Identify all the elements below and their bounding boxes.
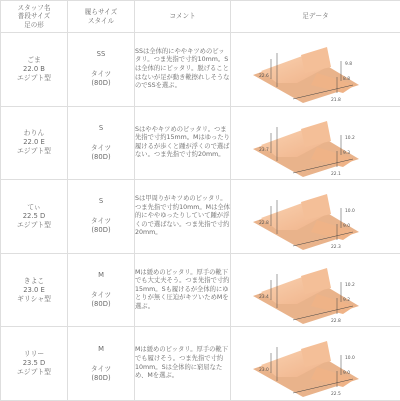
- style-label: タイツ (80D): [68, 70, 134, 88]
- staff-name: リリー: [1, 350, 67, 359]
- staff-foot-shape: ギリシャ型: [1, 295, 67, 304]
- table-row: [1, 106, 400, 180]
- chosen-size: M: [68, 345, 134, 354]
- length-label: 22.8: [331, 318, 341, 324]
- foot-diagram: [231, 327, 400, 400]
- staff-name: わりん: [1, 129, 67, 138]
- chosen-size: S: [68, 197, 134, 206]
- staff-cell: [1, 106, 68, 180]
- header-comment: コメント: [135, 1, 231, 33]
- header-foot-data: 足データ: [231, 1, 400, 33]
- comment-cell: [135, 180, 231, 254]
- table-row: [1, 33, 400, 107]
- staff-cell: [1, 327, 68, 401]
- foot-diagram: [231, 33, 400, 106]
- instep-label: 10.2: [345, 282, 355, 288]
- staff-foot-shape: エジプト型: [1, 74, 67, 83]
- staff-name: てぃ: [1, 203, 67, 212]
- ball-girth-label: 23.7: [259, 147, 269, 153]
- comment-text: Mは緩めのピッタリ。厚手の靴下でも履けそう。つま先指で寸約10mm。Sは全体的に窮屈なため、Mを選ぶ。: [135, 346, 230, 380]
- staff-name: きよこ: [1, 277, 67, 286]
- header-staff: スタッフ名 普段サイズ 足の形: [1, 1, 68, 33]
- width-label: 9.0: [343, 223, 350, 229]
- comment-text: Sはややキツめのピッタリ。つま先指で寸約15mm。Mはゆったり履けるが歩くと踵が浮くので選ばない。つま先指で寸約20mm。: [135, 126, 230, 160]
- width-label: 8.8: [343, 76, 350, 82]
- foot-data-cell: [231, 253, 400, 327]
- comment-cell: [135, 327, 231, 401]
- size-cell: [68, 106, 135, 180]
- ball-girth-label: 23.0: [259, 367, 269, 373]
- staff-cell: [1, 180, 68, 254]
- staff-cell: [1, 253, 68, 327]
- instep-label: 10.2: [345, 135, 355, 141]
- ball-girth-label: 22.8: [259, 220, 269, 226]
- size-cell: [68, 327, 135, 401]
- staff-foot-shape: エジプト型: [1, 147, 67, 156]
- instep-label: 10.0: [345, 355, 355, 361]
- staff-usual-size: 23.0 E: [1, 286, 67, 295]
- width-label: 9.3: [343, 150, 350, 156]
- size-cell: [68, 180, 135, 254]
- foot-diagram: [231, 180, 400, 253]
- staff-usual-size: 22.5 D: [1, 212, 67, 221]
- table-row: [1, 253, 400, 327]
- size-cell: [68, 253, 135, 327]
- length-label: 21.8: [331, 97, 341, 103]
- comment-text: Mは緩めのピッタリ。厚手の靴下でも大丈夫そう。つま先指で寸約15mm。Sも履けるが全体的にゆとりが無く圧迫がキツいためMを選ぶ。: [135, 269, 230, 312]
- table-row: [1, 180, 400, 254]
- foot-data-cell: [231, 106, 400, 180]
- style-label: タイツ (80D): [68, 217, 134, 235]
- comment-cell: [135, 253, 231, 327]
- style-label: タイツ (80D): [68, 291, 134, 309]
- table-header-row: [1, 1, 400, 33]
- style-label: タイツ (80D): [68, 144, 134, 162]
- size-cell: [68, 33, 135, 107]
- staff-foot-shape: エジプト型: [1, 221, 67, 230]
- comment-text: SSは全体的にややキツめのピッタリ。つま先指で寸約10mm。Sは全体的にピッタリ。脱げることはないが足が動き靴擦れしそうなのでSSを選ぶ。: [135, 48, 230, 91]
- length-label: 22.5: [331, 391, 341, 397]
- chosen-size: M: [68, 271, 134, 280]
- comment-cell: [135, 106, 231, 180]
- foot-diagram: [231, 107, 400, 180]
- length-label: 22.3: [331, 244, 341, 250]
- header-size: 履らサイズ スタイル: [68, 1, 135, 33]
- staff-usual-size: 22.0 E: [1, 138, 67, 147]
- staff-name: ごま: [1, 56, 67, 65]
- comment-text: Sは甲周りがキツめのピッタリ。つま先指で寸約10mm。Mは全体的にややゆったりしていて踵が浮くので選ばない。つま先指で寸約20mm。: [135, 195, 230, 238]
- style-label: タイツ (80D): [68, 365, 134, 383]
- foot-data-cell: [231, 180, 400, 254]
- length-label: 22.1: [331, 171, 341, 177]
- table-row: [1, 327, 400, 401]
- staff-cell: [1, 33, 68, 107]
- chosen-size: SS: [68, 50, 134, 59]
- foot-diagram: [231, 254, 400, 327]
- width-label: 9.0: [343, 370, 350, 376]
- chosen-size: S: [68, 124, 134, 133]
- ball-girth-label: 22.6: [259, 73, 269, 79]
- staff-usual-size: 23.5 D: [1, 359, 67, 368]
- ball-girth-label: 23.4: [259, 294, 269, 300]
- staff-foot-shape: エジプト型: [1, 368, 67, 377]
- foot-data-cell: [231, 327, 400, 401]
- staff-usual-size: 22.0 B: [1, 65, 67, 74]
- foot-data-cell: [231, 33, 400, 107]
- instep-label: 9.8: [345, 61, 352, 67]
- instep-label: 10.0: [345, 208, 355, 214]
- width-label: 9.2: [343, 297, 350, 303]
- comment-cell: [135, 33, 231, 107]
